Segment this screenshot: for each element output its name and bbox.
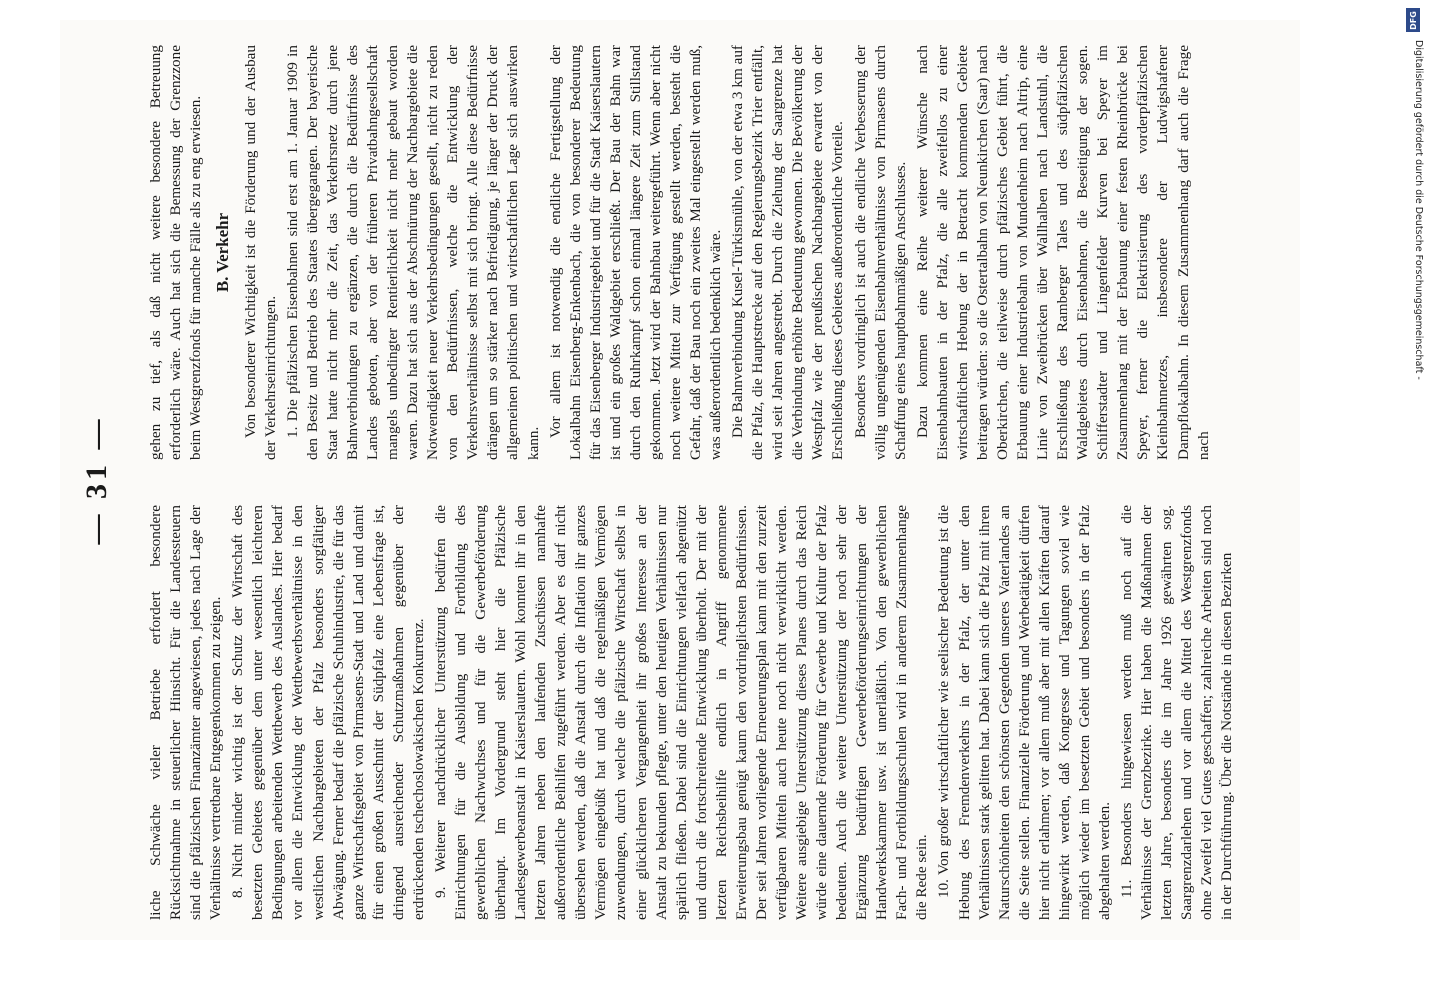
- paragraph: Dazu kommen eine Reihe weiterer Wünsche nach Eisenbahnbauten in der Pfalz, die alle zweifellos zu einer wirtschaftlichen Hebung der in Betracht kommenden Gebiete beitragen würden: so die Ostertalbahn von Neunkirchen (Saar) nach Oberkirchen, die teilweise durch pfälzisches Gebiet führt, die Erbauung einer Industriebahn von Mundenheim nach Altrip, eine Linie von Zweibrücken über Wallhalben nach Landstuhl, die Erschließung des Ramberger Tales und des südpfälzischen Waldgebietes durch Eisenbahnen, die Beseitigung der sogen. Schifferstadter und Lingenfelder Kurven bei Speyer im Zusammenhang mit der Erbauung einer festen Rheinbrücke bei Speyer, ferner die Elektrisierung des vorderpfälzischen Kleinbahnnetzes, insbesondere der Ludwigshafener Dampflokalbahn. In diesem Zusammenhang darf auch die Frage nach: [913, 45, 1212, 460]
- paragraph: 1. Die pfälzischen Eisenbahnen sind erst am 1. Januar 1909 in den Besitz und Betrieb des Staates übergegangen. Der bayerische Staat hatte nicht mehr die Zeit, das Verkehrsnetz durch jene Bahnverbindungen zu ergänzen, die durch die Bedürfnisse des Landes geboten, aber von der früheren Privatbahngesellschaft mangels unbedingter Rentierlichkeit nicht mehr gebaut worden waren. Dazu hat sich aus der Abschnürung der Nachbargebiete die Notwendigkeit neuer Verkehrsbedingungen gesellt, nicht zu reden von den Bedürfnissen, welche die Entwicklung der Verkehrsverhältnisse selbst mit sich bringt. Alle diese Bedürfnisse drängen um so stärker nach Befriedigung, je länger der Druck der allgemeinen politischen und wirtschaftlichen Lage sich auswirken kann.: [283, 45, 542, 460]
- paragraph: Die Bahnverbindung Kusel-Türkismühle, von der etwa 3 km auf die Pfalz, die Hauptstrecke auf den Regierungsbezirk Trier entfällt, wird seit Jahren angestrebt. Durch die Ziehung der Saargrenze hat die Verbindung erhöhte Bedeutung gewonnen. Die Bevölkerung der Westpfalz wie der preußischen Nachbargebiete erwartet von der Erschließung dieses Gebietes außerordentliche Vorteile.: [729, 45, 847, 460]
- paragraph: 10. Von großer wirtschaftlicher wie seelischer Bedeutung ist die Hebung des Fremdenverkehrs in der Pfalz, der unter den Verhältnissen stark gelitten hat. Dabei kann sich die Pfalz mit ihren Naturschönheiten den schönsten Gegenden unseres Vaterlandes an die Seite stellen. Finanzielle Förderung und Werbetätigkeit dürfen hier nicht erlahmen; vor allem muß aber mit allen Kräften darauf hingewirkt werden, daß Kongresse und Tagungen soviel wie möglich wieder im besetzten Gebiet und besonders in der Pfalz abgehalten werden.: [935, 505, 1113, 920]
- funding-credit: Digitalisierung gefördert durch die Deutsche Forschungsgemeinschaft -: [1413, 40, 1424, 380]
- page-number-header: — 31 —: [80, 415, 113, 545]
- paragraph: 9. Weiterer nachdrücklicher Unterstützung bedürfen die Einrichtungen für die Ausbildung und Fortbildung des gewerblichen Nachwuchses und für die Gewerbeförderung überhaupt. Im Vordergrund steht hier die Pfälzische Landesgewerbeanstalt in Kaiserslautern. Wohl konnten ihr in den letzten Jahren neben den laufenden Zuschüssen namhafte außerordentliche Beihilfen zugeführt werden. Aber es darf nicht übersehen werden, daß die Anstalt durch die Inflation ihr ganzes Vermögen eingebüßt hat und daß die regelmäßigen Vermögen zuwendungen, durch welche die pfälzische Wirtschaft selbst in einer glücklicheren Vergangenheit ihr großes Interesse an der Anstalt zu bekunden pflegte, unter den heutigen Verhältnissen nur spärlich fließen. Dabei sind die Einrichtungen vielfach abgenützt und durch die fortschreitende Entwicklung überholt. Der mit der letzten Reichsbeihilfe endlich in Angriff genommene Erweiterungsbau genügt kaum den vordringlichsten Bedürfnissen. Der seit Jahren vorliegende Erneuerungsplan kann mit den zurzeit verfügbaren Mitteln auch heute noch nicht verwirklicht werden. Weitere ausgiebige Unterstützung dieses Planes durch das Reich würde eine dauernde Förderung für Gewerbe und Kultur der Pfalz bedeuten. Auch die weitere Unterstützung der noch sehr der Ergänzung bedürftigen Gewerbeförderungseinrichtungen der Handwerkskammer usw. ist unerläßlich. Von den gewerblichen Fach- und Fortbildungsschulen wird in anderem Zusammenhange die Rede sein.: [431, 505, 931, 920]
- left-column: [146, 505, 1280, 920]
- paragraph: Vor allem ist notwendig die endliche Fertigstellung der Lokalbahn Eisenberg-Enkenbach, die von besonderer Bedeutung für das Eisenberger Industriegebiet und für die Stadt Kaiserslautern ist und ein großes Waldgebiet erschließt. Der Bau der Bahn war durch den Ruhrkampf schon einmal längere Zeit zum Stillstand gekommen. Jetzt wird der Bahnbau weitergeführt. Wenn aber nicht noch weitere Mittel zur Verfügung gestellt werden, besteht die Gefahr, daß der Bau noch ein zweites Mal eingestellt werden muß, was außerordentlich bedenklich wäre.: [546, 45, 725, 460]
- right-column: [146, 45, 1280, 460]
- dfg-logo-icon: DFG: [1406, 8, 1420, 32]
- paragraph: Von besonderer Wichtigkeit ist die Förderung und der Ausbau der Verkehrseinrichtungen.: [241, 45, 279, 460]
- paragraph: 11. Besonders hingewiesen werden muß noch auf die Verhältnisse der Grenzbezirke. Hier haben die Maßnahmen der letzten Jahre, besonders die im Jahre 1926 gewährten sog. Saargrenzdarlehen und vor allem die Mittel des Westgrenzfonds ohne Zweifel viel Gutes geschaffen; zahlreiche Arbeiten sind noch in der Durchführung. Über die Notstände in diesen Bezirken: [1118, 505, 1236, 920]
- paragraph: Besonders vordringlich ist auch die endliche Verbesserung der völlig ungenügenden Eisenbahnverhältnisse von Pirmasens durch Schaffung eines hauptbahnmäßigen Anschlusses.: [851, 45, 909, 460]
- rotated-page-content: [60, 20, 1300, 940]
- section-heading: B. Verkehr: [213, 212, 233, 293]
- paragraph: 8. Nicht minder wichtig ist der Schutz der Wirtschaft des besetzten Gebietes gegenüber dem unter wesentlich leichteren Bedingungen arbeitenden Wettbewerb des Auslandes. Hier bedarf vor allem die Entwicklung der Wettbewerbsverhältnisse in den westlichen Nachbargebieten der Pfalz besonders sorgfältiger Abwägung. Ferner bedarf die pfälzische Schuhindustrie, die für das ganze Wirtschaftsgebiet von Pirmasens-Stadt und Land und damit für einen großen Ausschnitt der Südpfalz eine Lebensfrage ist, dringend ausreichender Schutzmaßnahmen gegenüber der erdrückenden tschechoslowakischen Konkurrenz.: [229, 505, 427, 920]
- digitization-sidebar: [1398, 0, 1434, 1000]
- scanned-page: [60, 20, 1300, 940]
- paragraph: liche Schwäche vieler Betriebe erfordert besondere Rücksichtnahme in steuerlicher Hinsicht. Für die Landessteuern sind die pfälzischen Finanzämter angewiesen, jedes nach Lage der Verhältnisse vertretbare Entgegenkommen zu zeigen.: [147, 505, 225, 920]
- paragraph: gehen zu tief, als daß nicht weitere besondere Betreuung erforderlich wäre. Auch hat sich die Bemessung der Grenzzone beim Westgrenzfonds für manche Fälle als zu eng erwiesen.: [147, 45, 205, 460]
